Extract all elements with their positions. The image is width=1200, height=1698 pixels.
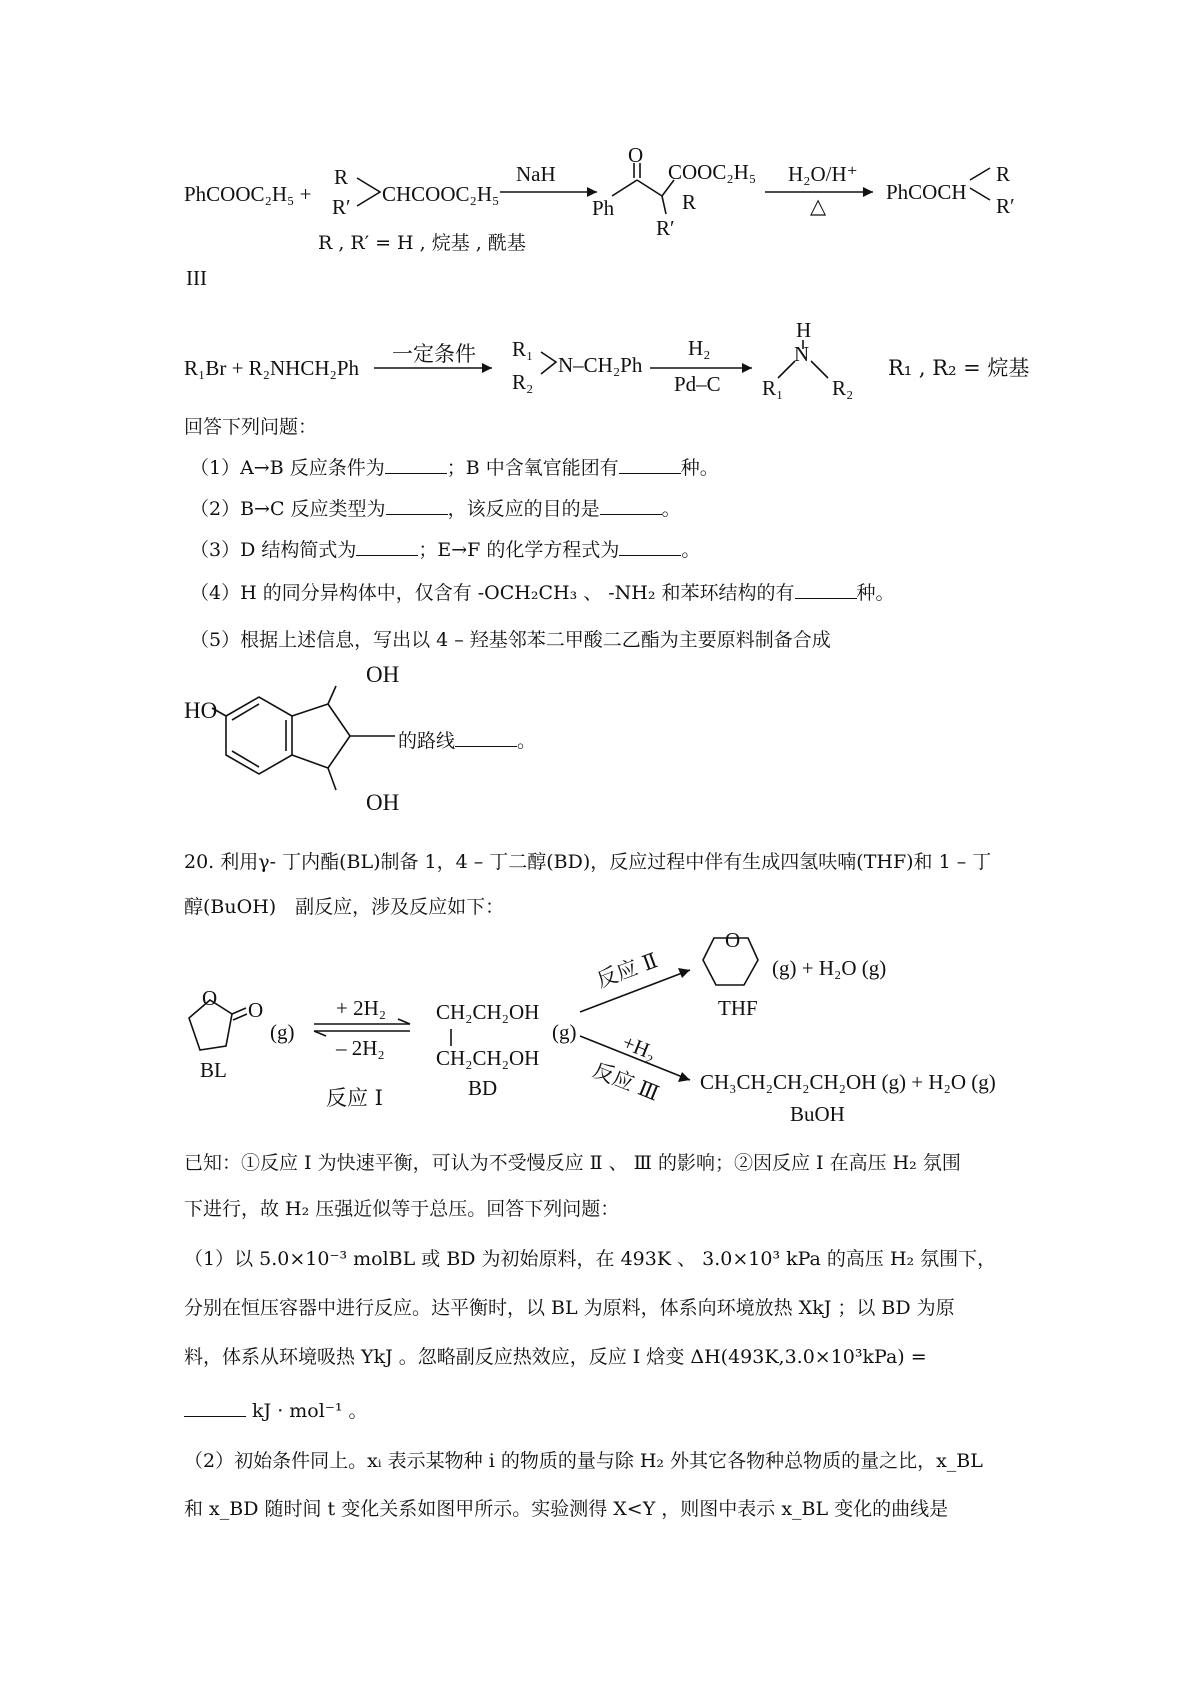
- s2-cond-note: R , R′ = H , 烷基 , 酰基: [318, 232, 526, 254]
- target-oh-bottom: OH: [366, 790, 400, 815]
- s3-n-ch2ph: N–CH₂Ph: [558, 353, 643, 377]
- q3-blank-2[interactable]: [619, 537, 681, 556]
- question-1: [190, 453, 719, 480]
- bl-label: BL: [200, 1058, 227, 1082]
- q5-blank[interactable]: [455, 728, 517, 747]
- s2-prod-ph: Ph: [592, 196, 615, 220]
- q1-text-c: 种。: [680, 457, 719, 479]
- bd-bottom: CH₂CH₂OH: [436, 1046, 540, 1070]
- s3-pr1: R₁: [762, 376, 784, 400]
- roman-three: III: [186, 266, 207, 290]
- thf-products: (g) + H₂O (g): [772, 956, 887, 980]
- branch-bond-1: [357, 178, 380, 206]
- q2-text-a: （2）B→C 反应类型为: [190, 498, 386, 520]
- question-5: （5）根据上述信息，写出以 4 – 羟基邻苯二甲酸二乙酯为主要原料制备合成: [190, 629, 831, 651]
- q1-text-a: （1）A→B 反应条件为: [190, 457, 385, 479]
- s2-r: R: [334, 165, 349, 189]
- s3-r1: R₁: [512, 337, 534, 361]
- plus-h2: +H₂: [619, 1030, 660, 1066]
- q1-blank-1[interactable]: [385, 455, 447, 474]
- s3-h: H: [796, 318, 812, 342]
- s3-arrow1-top: 一定条件: [392, 342, 476, 366]
- p20q2-line1: （2）初始条件同上。xᵢ 表示某物种 i 的物质的量与除 H₂ 外其它各物种总物质的量之比，x_BL: [184, 1450, 983, 1472]
- q3-blank-1[interactable]: [356, 537, 418, 556]
- thf-label: THF: [718, 996, 758, 1020]
- q3-text-b: ；E→F 的化学方程式为: [418, 539, 620, 561]
- rxn1-label: 反应 Ⅰ: [326, 1086, 383, 1110]
- s3-pr2: R₂: [832, 376, 854, 400]
- s2-reactant1: PhCOOC₂H₅ +: [184, 182, 312, 206]
- bl-exo-o: O: [248, 998, 264, 1022]
- bd-top: CH₂CH₂OH: [436, 1000, 540, 1024]
- q4-text-a: （4）H 的同分异构体中，仅含有 -OCH₂CH₃ 、 -NH₂ 和苯环结构的有: [190, 582, 795, 604]
- question-4: [190, 578, 895, 605]
- p20-line1: 20. 利用γ- 丁内酯(BL)制备 1，4 – 丁二醇(BD)，反应过程中伴有生成四氢呋喃(THF)和 1 – 丁: [184, 851, 992, 873]
- q2-blank-1[interactable]: [386, 496, 448, 515]
- p20q1-line3: 料，体系从环境吸热 YkJ 。忽略副反应热效应，反应 Ⅰ 焓变 ΔH(493K,3.0×10³kPa) =: [184, 1346, 927, 1368]
- s3-arrow2-top: H₂: [688, 336, 711, 360]
- intro-text: 回答下列问题：: [184, 416, 318, 438]
- target-tail: [398, 726, 536, 753]
- q4-blank-1[interactable]: [795, 580, 857, 599]
- known-line1: 已知：①反应 Ⅰ 为快速平衡，可认为不受慢反应 Ⅱ 、 Ⅲ 的影响；②因反应 Ⅰ 在高压 H₂ 氛围: [184, 1152, 961, 1174]
- q4-text-c: 种。: [856, 582, 895, 604]
- p20q1-line4: [184, 1396, 368, 1423]
- s3-n: N: [794, 342, 810, 366]
- s2-arrow2-top: H₂O/H⁺: [788, 162, 858, 186]
- minus-2h2: – 2H₂: [336, 1036, 385, 1060]
- p20q1-blank[interactable]: [184, 1398, 246, 1417]
- known-line2: 下进行，故 H₂ 压强近似等于总压。回答下列问题：: [184, 1198, 620, 1220]
- buoh-products: CH₃CH₂CH₂CH₂OH (g) + H₂O (g): [700, 1070, 996, 1094]
- s2-arrow2-bottom: △: [810, 194, 827, 218]
- s3-arrow2-bottom: Pd–C: [674, 372, 721, 396]
- s2-final-rprime: R′: [996, 194, 1015, 218]
- s2-prod-o: O: [628, 143, 644, 167]
- question-3: [190, 535, 700, 562]
- buoh-label: BuOH: [790, 1102, 845, 1126]
- q2-blank-2[interactable]: [600, 496, 662, 515]
- bd-g: (g): [552, 1020, 577, 1044]
- target-ho: HO: [184, 698, 218, 723]
- s2-middle: CHCOOC₂H₅: [382, 182, 500, 206]
- thf-o: O: [725, 928, 741, 952]
- s3-r2: R₂: [512, 370, 534, 394]
- s2-rprime: R′: [332, 195, 351, 219]
- s2-nah: NaH: [516, 162, 556, 186]
- q2-text-c: 。: [661, 498, 681, 520]
- q1-blank-2[interactable]: [619, 455, 681, 474]
- target-oh-top: OH: [366, 662, 400, 687]
- p20q2-line2: 和 x_BD 随时间 t 变化关系如图甲所示。实验测得 X<Y ，则图中表示 x_BL 变化的曲线是: [184, 1498, 949, 1520]
- s3-note: R₁ , R₂ = 烷基: [888, 356, 1030, 380]
- p20-line2: 醇(BuOH) 副反应，涉及反应如下：: [184, 896, 505, 918]
- q1-text-b: ；B 中含氧官能团有: [446, 457, 619, 479]
- target-end: 。: [517, 730, 537, 752]
- s2-prod-cooet: COOC₂H₅: [668, 160, 757, 184]
- q2-text-b: ，该反应的目的是: [447, 498, 600, 520]
- p20q1-line1: （1）以 5.0×10⁻³ molBL 或 BD 为初始原料，在 493K 、 3.0×10³ kPa 的高压 H₂ 氛围下，: [184, 1248, 997, 1270]
- s2-prod-r: R: [682, 190, 697, 214]
- bl-ring-o: O: [202, 986, 218, 1010]
- p20q1-line4-tail: kJ · mol⁻¹ 。: [246, 1400, 368, 1422]
- benzene-ring: [226, 697, 292, 774]
- question-2: [190, 494, 681, 521]
- bl-g: (g): [270, 1020, 295, 1044]
- p20q1-line2: 分别在恒压容器中进行反应。达平衡时，以 BL 为原料，体系向环境放热 XkJ ；以 BD 为原: [184, 1297, 955, 1319]
- s2-final-r: R: [996, 162, 1011, 186]
- rxn2-label: 反应 Ⅱ: [593, 948, 661, 993]
- s3-reactants: R₁Br + R₂NHCH₂Ph: [184, 356, 360, 380]
- bd-label: BD: [468, 1076, 498, 1100]
- q3-text-c: 。: [681, 539, 701, 561]
- rxn3-label: 反应 Ⅲ: [589, 1057, 663, 1106]
- plus-2h2: + 2H₂: [336, 996, 387, 1020]
- s2-prod-rprime: R′: [656, 216, 675, 240]
- q3-text-a: （3）D 结构简式为: [190, 539, 357, 561]
- s2-final-main: PhCOCH: [886, 180, 967, 204]
- ph-bond: [612, 180, 637, 196]
- target-tail-text: 的路线: [398, 730, 456, 752]
